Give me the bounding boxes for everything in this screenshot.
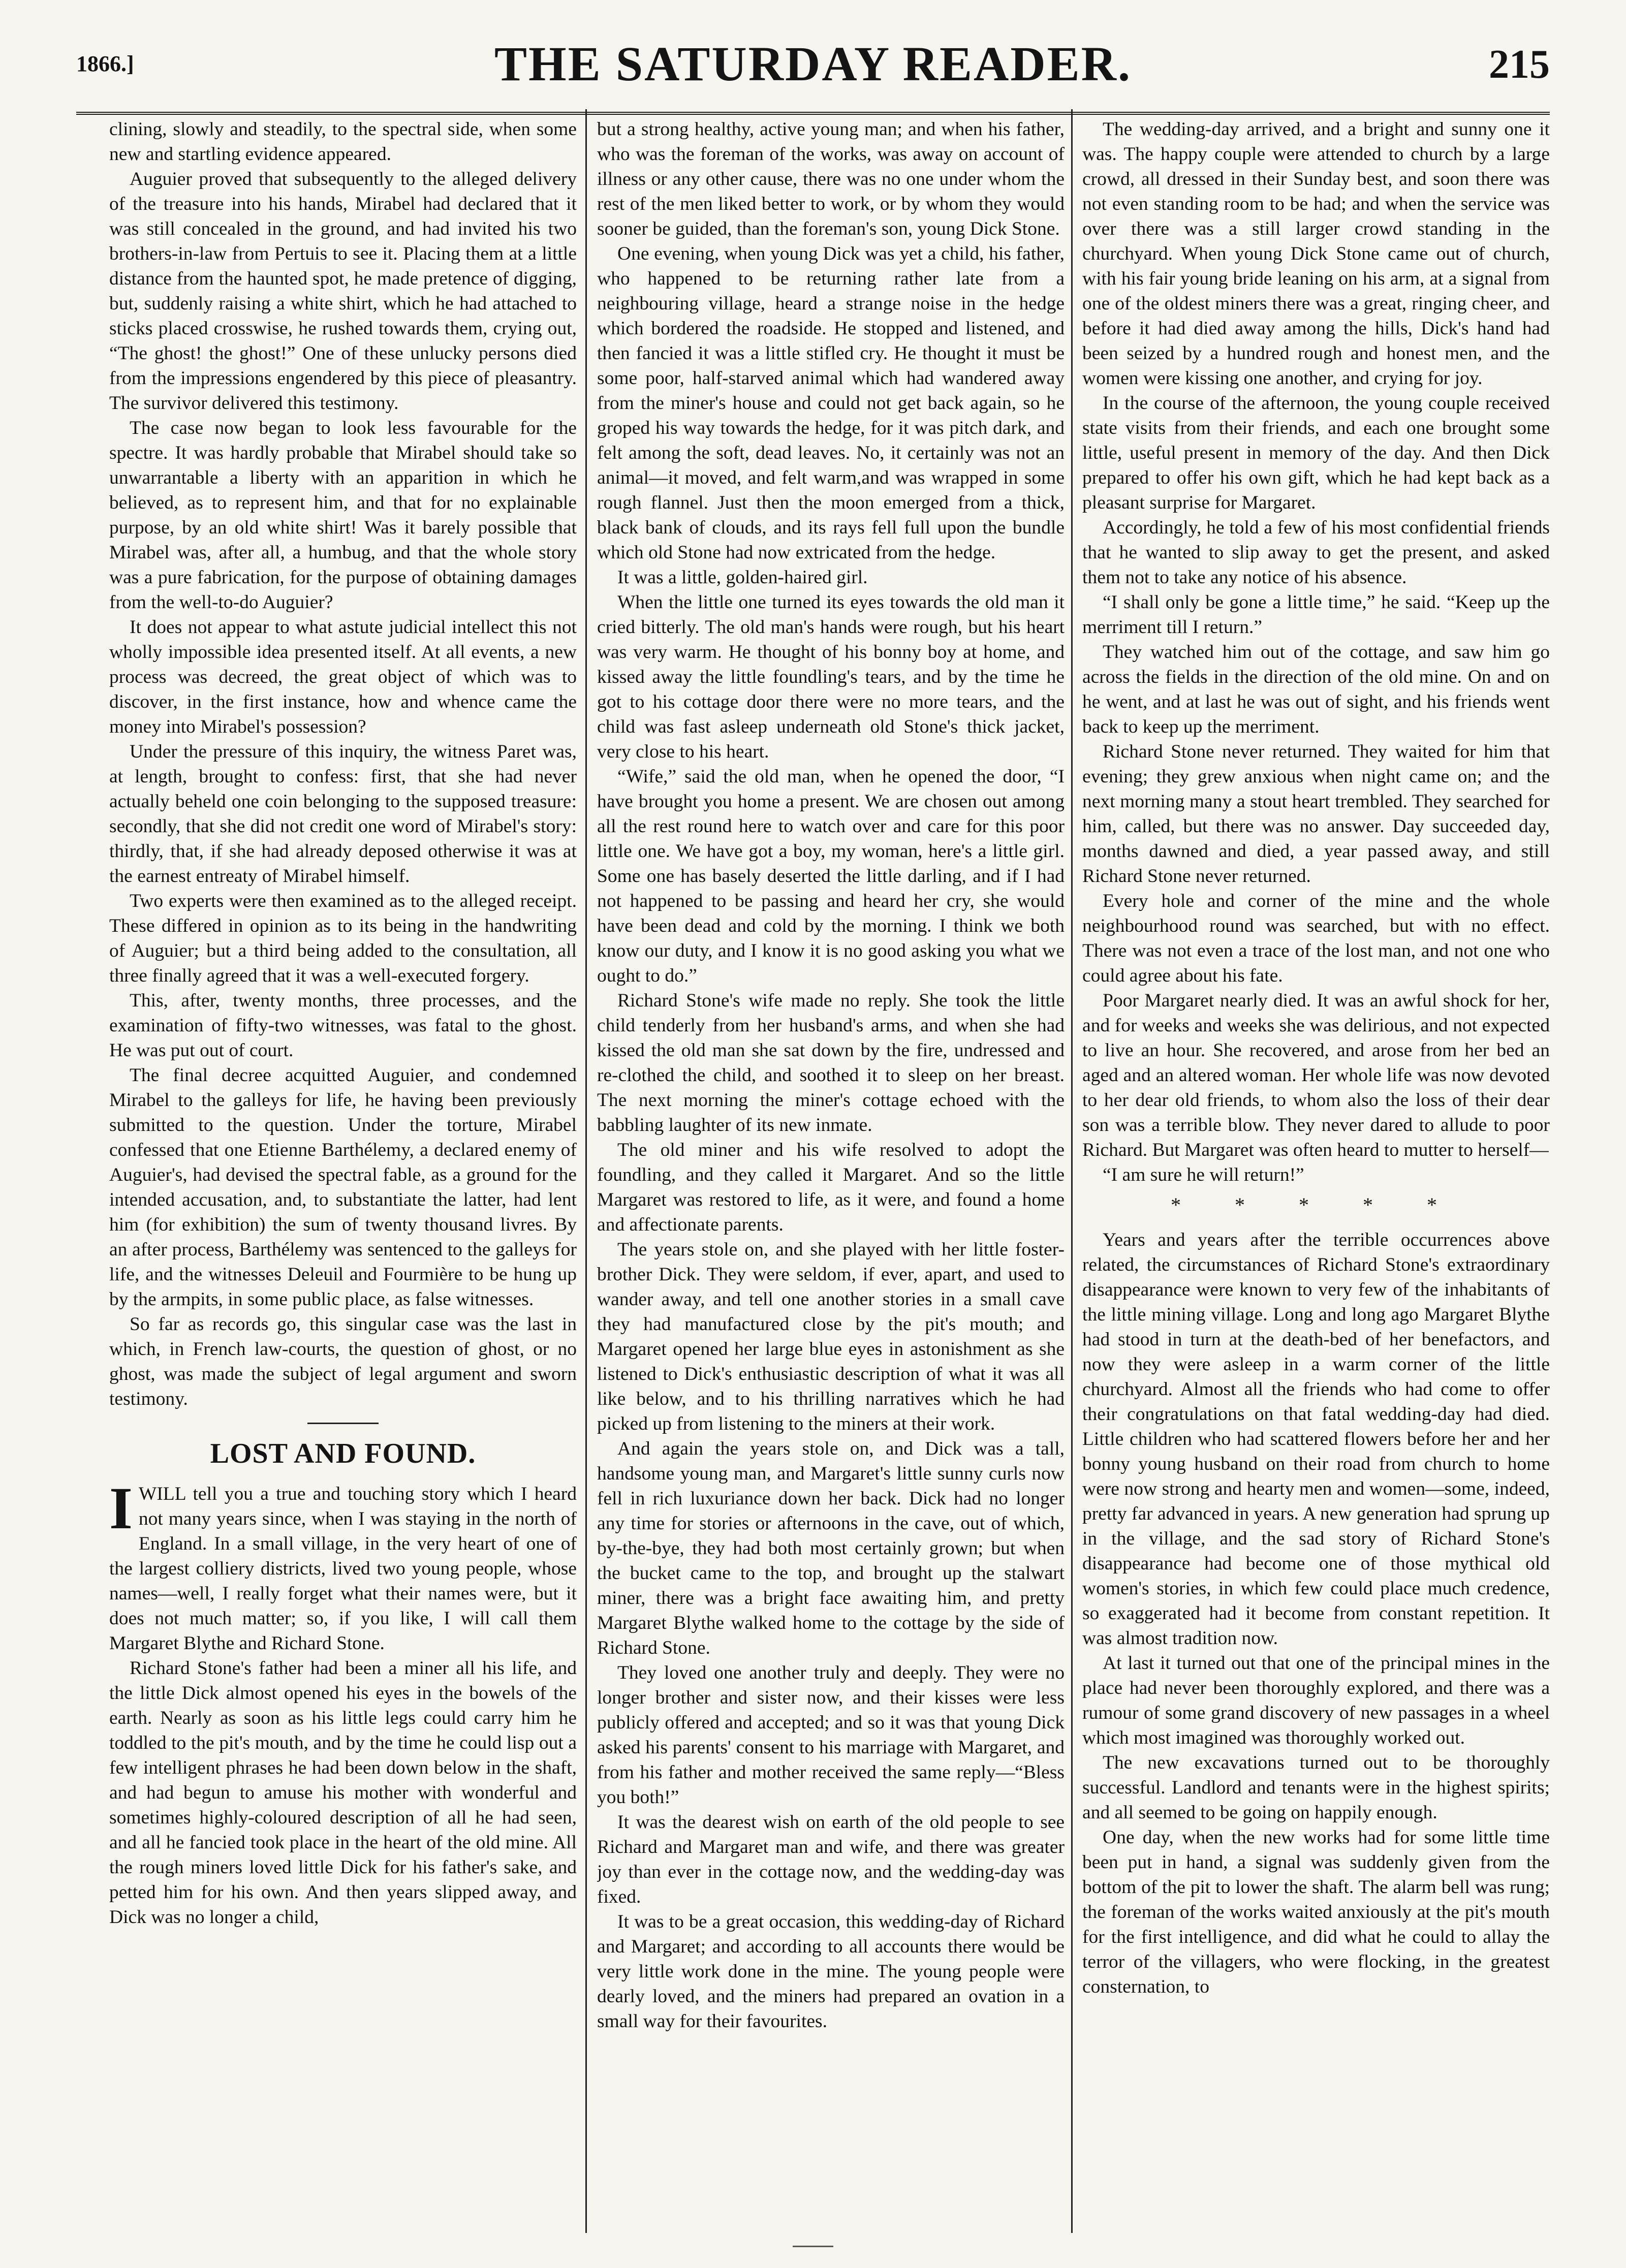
paragraph: And again the years stole on, and Dick was a tall, handsome young man, and Margaret's little sunny curls now fell in rich luxuriance down her back. Dick had no longer any time for stories or afternoons in the cave, out of which, by-the-bye, they had both most certainly grown; but when the bucket came to the top, and brought up the stalwart miner, there was a bright face awaiting him, and pretty Margaret Blythe walked home to the cottage by the side of Richard Stone.: [597, 1438, 1065, 1658]
paragraph: Two experts were then examined as to the alleged receipt. These differed in opinion as to its being in the handwriting of Auguier; but a third being added to the consultation, all three finally agreed that it was a well-executed forgery.: [109, 891, 577, 986]
section-divider: [307, 1423, 379, 1424]
paragraph: The new excavations turned out to be thoroughly successful. Landlord and tenants were in the highest spirits; and all seemed to be going on happily enough.: [1082, 1752, 1550, 1823]
paragraph: Every hole and corner of the mine and the whole neighbourhood round was searched, but with no effect. There was not even a trace of the lost man, and not one who could agree about his fate.: [1082, 891, 1550, 986]
paragraph: The wedding-day arrived, and a bright and sunny one it was. The happy couple were attended to church by a large crowd, all dressed in their Sunday best, and soon there was not even standing room to be had; and when the service was over there was a still larger crowd standing in the churchyard. When young Dick Stone came out of church, with his fair young bride leaning on his arm, at a signal from one of the oldest miners there was a great, ringing cheer, and before it had died away among the hills, Dick's hand had been seized by a hundred rough and honest men, and the women were kissing one another, and crying for joy.: [1082, 119, 1550, 389]
paragraph: The final decree acquitted Auguier, and condemned Mirabel to the galleys for life, he having been previously submitted to the question. Under the torture, Mirabel confessed that one Etienne Barthélemy, a declared enemy of Auguier's, had devised the spectral fable, as a ground for the intended accusation, and, to substantiate the latter, had lent him (for exhibition) the sum of twenty thousand livres. By an after process, Barthélemy was sentenced to the galleys for life, and the witnesses Deleuil and Fourmière to be hung up by the armpits, in some public place, as false witnesses.: [109, 1065, 577, 1310]
paragraph: clining, slowly and steadily, to the spectral side, when some new and startling evidence appeared.: [109, 119, 577, 165]
column-3: [1082, 117, 1550, 2241]
paragraph: “I am sure he will return!”: [1103, 1164, 1304, 1185]
paragraph: They watched him out of the cottage, and saw him go across the fields in the direction of the old mine. On and on he went, and at last he was out of sight, and his friends went back to keep up the merriment.: [1082, 642, 1550, 737]
issue-date: 1866.]: [76, 51, 134, 76]
column-divider: [1071, 109, 1073, 2233]
paragraph: Poor Margaret nearly died. It was an awful shock for her, and for weeks and weeks she was delirious, and not expected to live an hour. She recovered, and arose from her bed an aged and an altered woman. Her whole life was now devoted to her dear old friends, to whom also the loss of their dear son was a terrible blow. They never dared to allude to poor Richard. But Margaret was often heard to mutter to herself—: [1082, 990, 1550, 1160]
paragraph: It was the dearest wish on earth of the old people to see Richard and Margaret man and wife, and there was greater joy than ever in the cottage now, and the wedding-day was fixed.: [597, 1812, 1065, 1907]
column-2: [597, 117, 1065, 2241]
column-divider: [585, 109, 587, 2233]
paragraph: This, after, twenty months, three processes, and the examination of fifty-two witnesses, was fatal to the ghost. He was put out of court.: [109, 990, 577, 1061]
paragraph: The old miner and his wife resolved to adopt the foundling, and they called it Margaret. And so the little Margaret was restored to life, as it were, and found a home and affectionate parents.: [597, 1140, 1065, 1235]
paragraph: Under the pressure of this inquiry, the witness Paret was, at length, brought to confess: first, that she had never actually beheld one coin belonging to the supposed treasure: secondly, that she did not credit one word of Mirabel's story: thirdly, that, if she had already deposed otherwise it was at the earnest entreaty of Mirabel himself.: [109, 741, 577, 887]
page-number: 215: [1489, 42, 1550, 87]
paragraph: [109, 1475, 577, 1656]
paragraph: One evening, when young Dick was yet a child, his father, who happened to be returning rather late from a neighbouring village, heard a strange noise in the hedge which bordered the roadside. He stopped and listened, and then fancied it was a little stifled cry. He thought it must be some poor, half-starved animal which had wandered away from the miner's house and could not get back again, so he groped his way towards the hedge, for it was pitch dark, and felt among the soft, dead leaves. No, it certainly was not an animal—it moved, and felt warm,and was wrapped in some rough flannel. Just then the moon emerged from a thick, black bank of clouds, and its rays fell full upon the bundle which old Stone had now extricated from the hedge.: [597, 243, 1065, 563]
paragraph: “I shall only be gone a little time,” he said. “Keep up the merriment till I return.”: [1082, 592, 1550, 638]
paragraph: Richard Stone never returned. They waited for him that evening; they grew anxious when night came on; and the next morning many a stout heart trembled. They searched for him, called, but there was no answer. Day succeeded day, months dawned and died, a year passed away, and still Richard Stone never returned.: [1082, 741, 1550, 887]
paragraph: but a strong healthy, active young man; and when his father, who was the foreman of the works, was away on account of illness or any other cause, there was no one under whom the rest of the men liked better to work, or by whom they would sooner be guided, than the foreman's son, young Dick Stone.: [597, 119, 1065, 239]
paragraph: It does not appear to what astute judicial intellect this not wholly impossible idea presented itself. At all events, a new process was decreed, the great object of which was to discover, in the first instance, how and whence came the money into Mirabel's possession?: [109, 617, 577, 737]
paragraph: In the course of the afternoon, the young couple received state visits from their friends, and each one brought some little, useful present in memory of the day. And then Dick prepared to offer his own gift, which he had kept back as a pleasant surprise for Margaret.: [1082, 393, 1550, 513]
paragraph: Accordingly, he told a few of his most confidential friends that he wanted to slip away to get the present, and asked them not to take any notice of his absence.: [1082, 517, 1550, 588]
paragraph: When the little one turned its eyes towards the old man it cried bitterly. The old man's hands were rough, but his heart was very warm. He thought of his bonny boy at home, and kissed away the little foundling's tears, and by the time he got to his cottage door there were no more tears, and the child was fast asleep underneath old Stone's thick jacket, very close to his heart.: [597, 592, 1065, 762]
paragraph: Richard Stone's wife made no reply. She took the little child tenderly from her husband's arms, and when she had kissed the old man she sat down by the fire, undressed and re-clothed the child, and soothed it to sleep on her breast. The next morning the miner's cottage echoed with the babbling laughter of its new inmate.: [597, 990, 1065, 1136]
paragraph: One day, when the new works had for some little time been put in hand, a signal was suddenly given from the bottom of the pit to lower the shaft. The alarm bell was rung; the foreman of the works waited anxiously at the pit's mouth for the first intelligence, and did what he could to allay the terror of the villagers, who were flocking, in the greatest consternation, to: [1082, 1827, 1550, 1997]
paragraph: Richard Stone's father had been a miner all his life, and the little Dick almost opened his eyes in the bowels of the earth. Nearly as soon as his little legs could carry him he toddled to the pit's mouth, and by the time he could lisp out a few intelligent phrases he had been down below in the shaft, and had begun to amuse his mother with wonderful and sometimes highly-coloured description of all he had seen, and all he fancied took place in the heart of the old mine. All the rough miners loved little Dick for his father's sake, and petted him for his own. And then years slipped away, and Dick was no longer a child,: [109, 1658, 577, 1928]
paragraph: They loved one another truly and deeply. They were no longer brother and sister now, and their kisses were less publicly offered and accepted; and so it was that young Dick asked his parents' consent to his marriage with Margaret, and from his father and mother received the same reply—“Bless you both!”: [597, 1662, 1065, 1808]
section-title: LOST AND FOUND.: [210, 1438, 476, 1469]
paragraph: Auguier proved that subsequently to the alleged delivery of the treasure into his hands, Mirabel had declared that it was still concealed in the ground, and had invited his two brothers-in-law from Pertuis to see it. Placing them at a little distance from the haunted spot, he made pretence of digging, but, suddenly raising a white shirt, which he had attached to sticks placed crosswise, he rushed towards them, crying out, “The ghost! the ghost!” One of these unlucky persons died from the impressions engendered by this piece of pleasantry. The survivor delivered this testimony.: [109, 169, 577, 414]
paragraph: At last it turned out that one of the principal mines in the place had never been thoroughly explored, and there was a rumour of some grand discovery of new passages in a wheel which most imagined was thoroughly worked out.: [1082, 1653, 1550, 1748]
paragraph: Years and years after the terrible occurrences above related, the circumstances of Richard Stone's extraordinary disappearance were known to very few of the inhabitants of the little mining village. Long and long ago Margaret Blythe had stood in turn at the death-bed of her benefactors, and now they were asleep in a warm corner of the little churchyard. Almost all the friends who had come to offer their congratulations on that fatal wedding-day had died. Little children who had scattered flowers before her and her bonny young husband on their road from church to home were now strong and hearty men and women—some, indeed, pretty far advanced in years. A new generation had sprung up in the village, and the sad story of Richard Stone's disappearance had become one of those mythical old women's stories, in which few could place much credence, so exaggerated had it become from constant repetition. It was almost tradition now.: [1082, 1230, 1550, 1649]
paragraph-text: WILL tell you a true and touching story which I heard not many years since, when I was staying in the north of England. In a small village, in the very heart of one of the largest colliery districts, lived two young people, whose names—well, I really forget what their names were, but it does not much matter; so, if you like, I will call them Margaret Blythe and Richard Stone.: [109, 1484, 577, 1654]
paragraph: “Wife,” said the old man, when he opened the door, “I have brought you home a present. We are chosen out among all the rest round here to watch over and care for this poor little one. We have got a boy, my woman, here's a little girl. Some one has basely deserted the little darling, and if I had not happened to be passing and heard her cry, she would have been dead and cold by the morning. I think we both know our duty, and I know it is no good asking you what we ought to do.”: [597, 766, 1065, 986]
paragraph: The case now began to look less favourable for the spectre. It was hardly probable that Mirabel should take so unwarrantable a liberty with an apparition in which he believed, as to represent him, and that for no explainable purpose, by an old white shirt! Was it barely possible that Mirabel was, after all, a humbug, and that the whole story was a pure fabrication, for the purpose of obtaining damages from the well-to-do Auguier?: [109, 418, 577, 613]
paragraph: So far as records go, this singular case was the last in which, in French law-courts, the question of ghost, or no ghost, was made the subject of legal argument and sworn testimony.: [109, 1314, 577, 1409]
paragraph: It was to be a great occasion, this wedding-day of Richard and Margaret; and according to all accounts there would be very little work done in the mine. The young people were dearly loved, and the miners had prepared an ovation in a small way for their favourites.: [597, 1911, 1065, 2032]
publication-title: THE SATURDAY READER.: [494, 37, 1132, 91]
page-header: [76, 15, 1550, 115]
section-break-stars: * * * * *: [1171, 1193, 1461, 1216]
paragraph: It was a little, golden-haired girl.: [617, 567, 868, 588]
footer-ornament: [793, 2246, 833, 2247]
paragraph: The years stole on, and she played with her little foster-brother Dick. They were seldom, if ever, apart, and used to wander away, and tell one another stories in a small cave they had manufactured close by the pit's mouth; and Margaret opened her large blue eyes in astonishment as she listened to Dick's enthusiastic description of what it was all like below, and to his thrilling narratives which he had picked up from listening to the miners at their work.: [597, 1239, 1065, 1434]
column-1: [109, 117, 577, 2241]
drop-cap: I: [109, 1475, 133, 1541]
